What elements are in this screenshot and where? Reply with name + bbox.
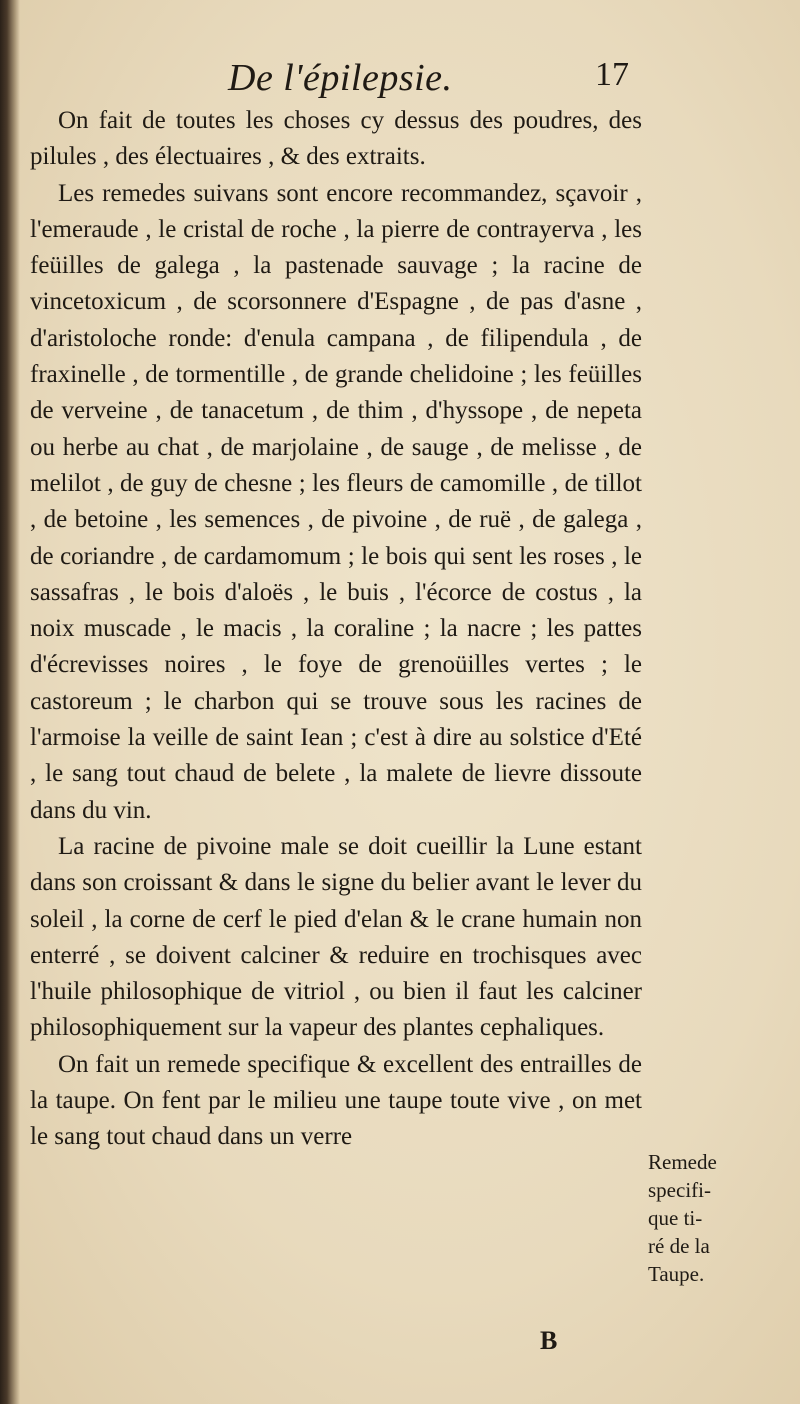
- body-text: [30, 103, 642, 1156]
- paragraph: Les remedes suivans sont encore recommandez, sçavoir , l'emeraude , le cristal de roche , la pierre de contrayerva , les feüilles de galega , la pastenade sauvage ; la racine de vincetoxicum , de scorsonnere d'Espagne , de pas d'asne , d'aristoloche ronde: d'enula campana , de filipendula , de fraxinelle , de tormentille , de grande chelidoine ; les feüilles de verveine , de tanacetum , de thim , d'hyssope , de nepeta ou herbe au chat , de marjolaine , de sauge , de melisse , de melilot , de guy de chesne ; les fleurs de camomille , de tillot , de betoine , les semences , de pivoine , de ruë , de galega , de coriandre , de cardamomum ; le bois qui sent les roses , le sassafras , le bois d'aloës , le buis , l'écorce de costus , la noix muscade , le macis , la coraline ; la nacre ; les pattes d'écrevisses noires , le foye de grenoüilles vertes ; le castoreum ; le charbon qui se trouve sous les racines de l'armoise la veille de saint Iean ; c'est à dire au solstice d'Eté , le sang tout chaud de belete , la malete de lievre dissoute dans du vin.: [30, 179, 642, 824]
- margin-note-line: Taupe.: [648, 1262, 705, 1286]
- margin-note-line: que ti-: [648, 1206, 703, 1230]
- page-binding-shadow: [0, 0, 20, 1404]
- paragraph: On fait un remede specifique & excellent des entrailles de la taupe. On fent par le milieu une taupe toute vive , on met le sang tout chaud dans un verre: [30, 1050, 642, 1151]
- paragraph: On fait de toutes les choses cy dessus des poudres, des pilules , des électuaires , & des extraits.: [30, 107, 642, 171]
- paragraph: La racine de pivoine male se doit cueillir la Lune estant dans son croissant & dans le signe du belier avant le lever du soleil , la corne de cerf le pied d'elan & le crane humain non enterré , se doivent calciner & reduire en trochisques avec l'huile philosophique de vitriol , ou bien il faut les calciner philosophiquement sur la vapeur des plantes cephaliques.: [30, 832, 642, 1042]
- margin-note-line: ré de la: [648, 1234, 710, 1258]
- signature-mark: B: [540, 1326, 558, 1355]
- page-number: 17: [595, 56, 629, 93]
- margin-note: [648, 1148, 766, 1288]
- margin-note-line: specifi-: [648, 1178, 711, 1202]
- margin-note-line: Remede: [648, 1150, 717, 1174]
- page-header: [0, 50, 800, 100]
- running-title: De l'épilepsie.: [228, 57, 453, 99]
